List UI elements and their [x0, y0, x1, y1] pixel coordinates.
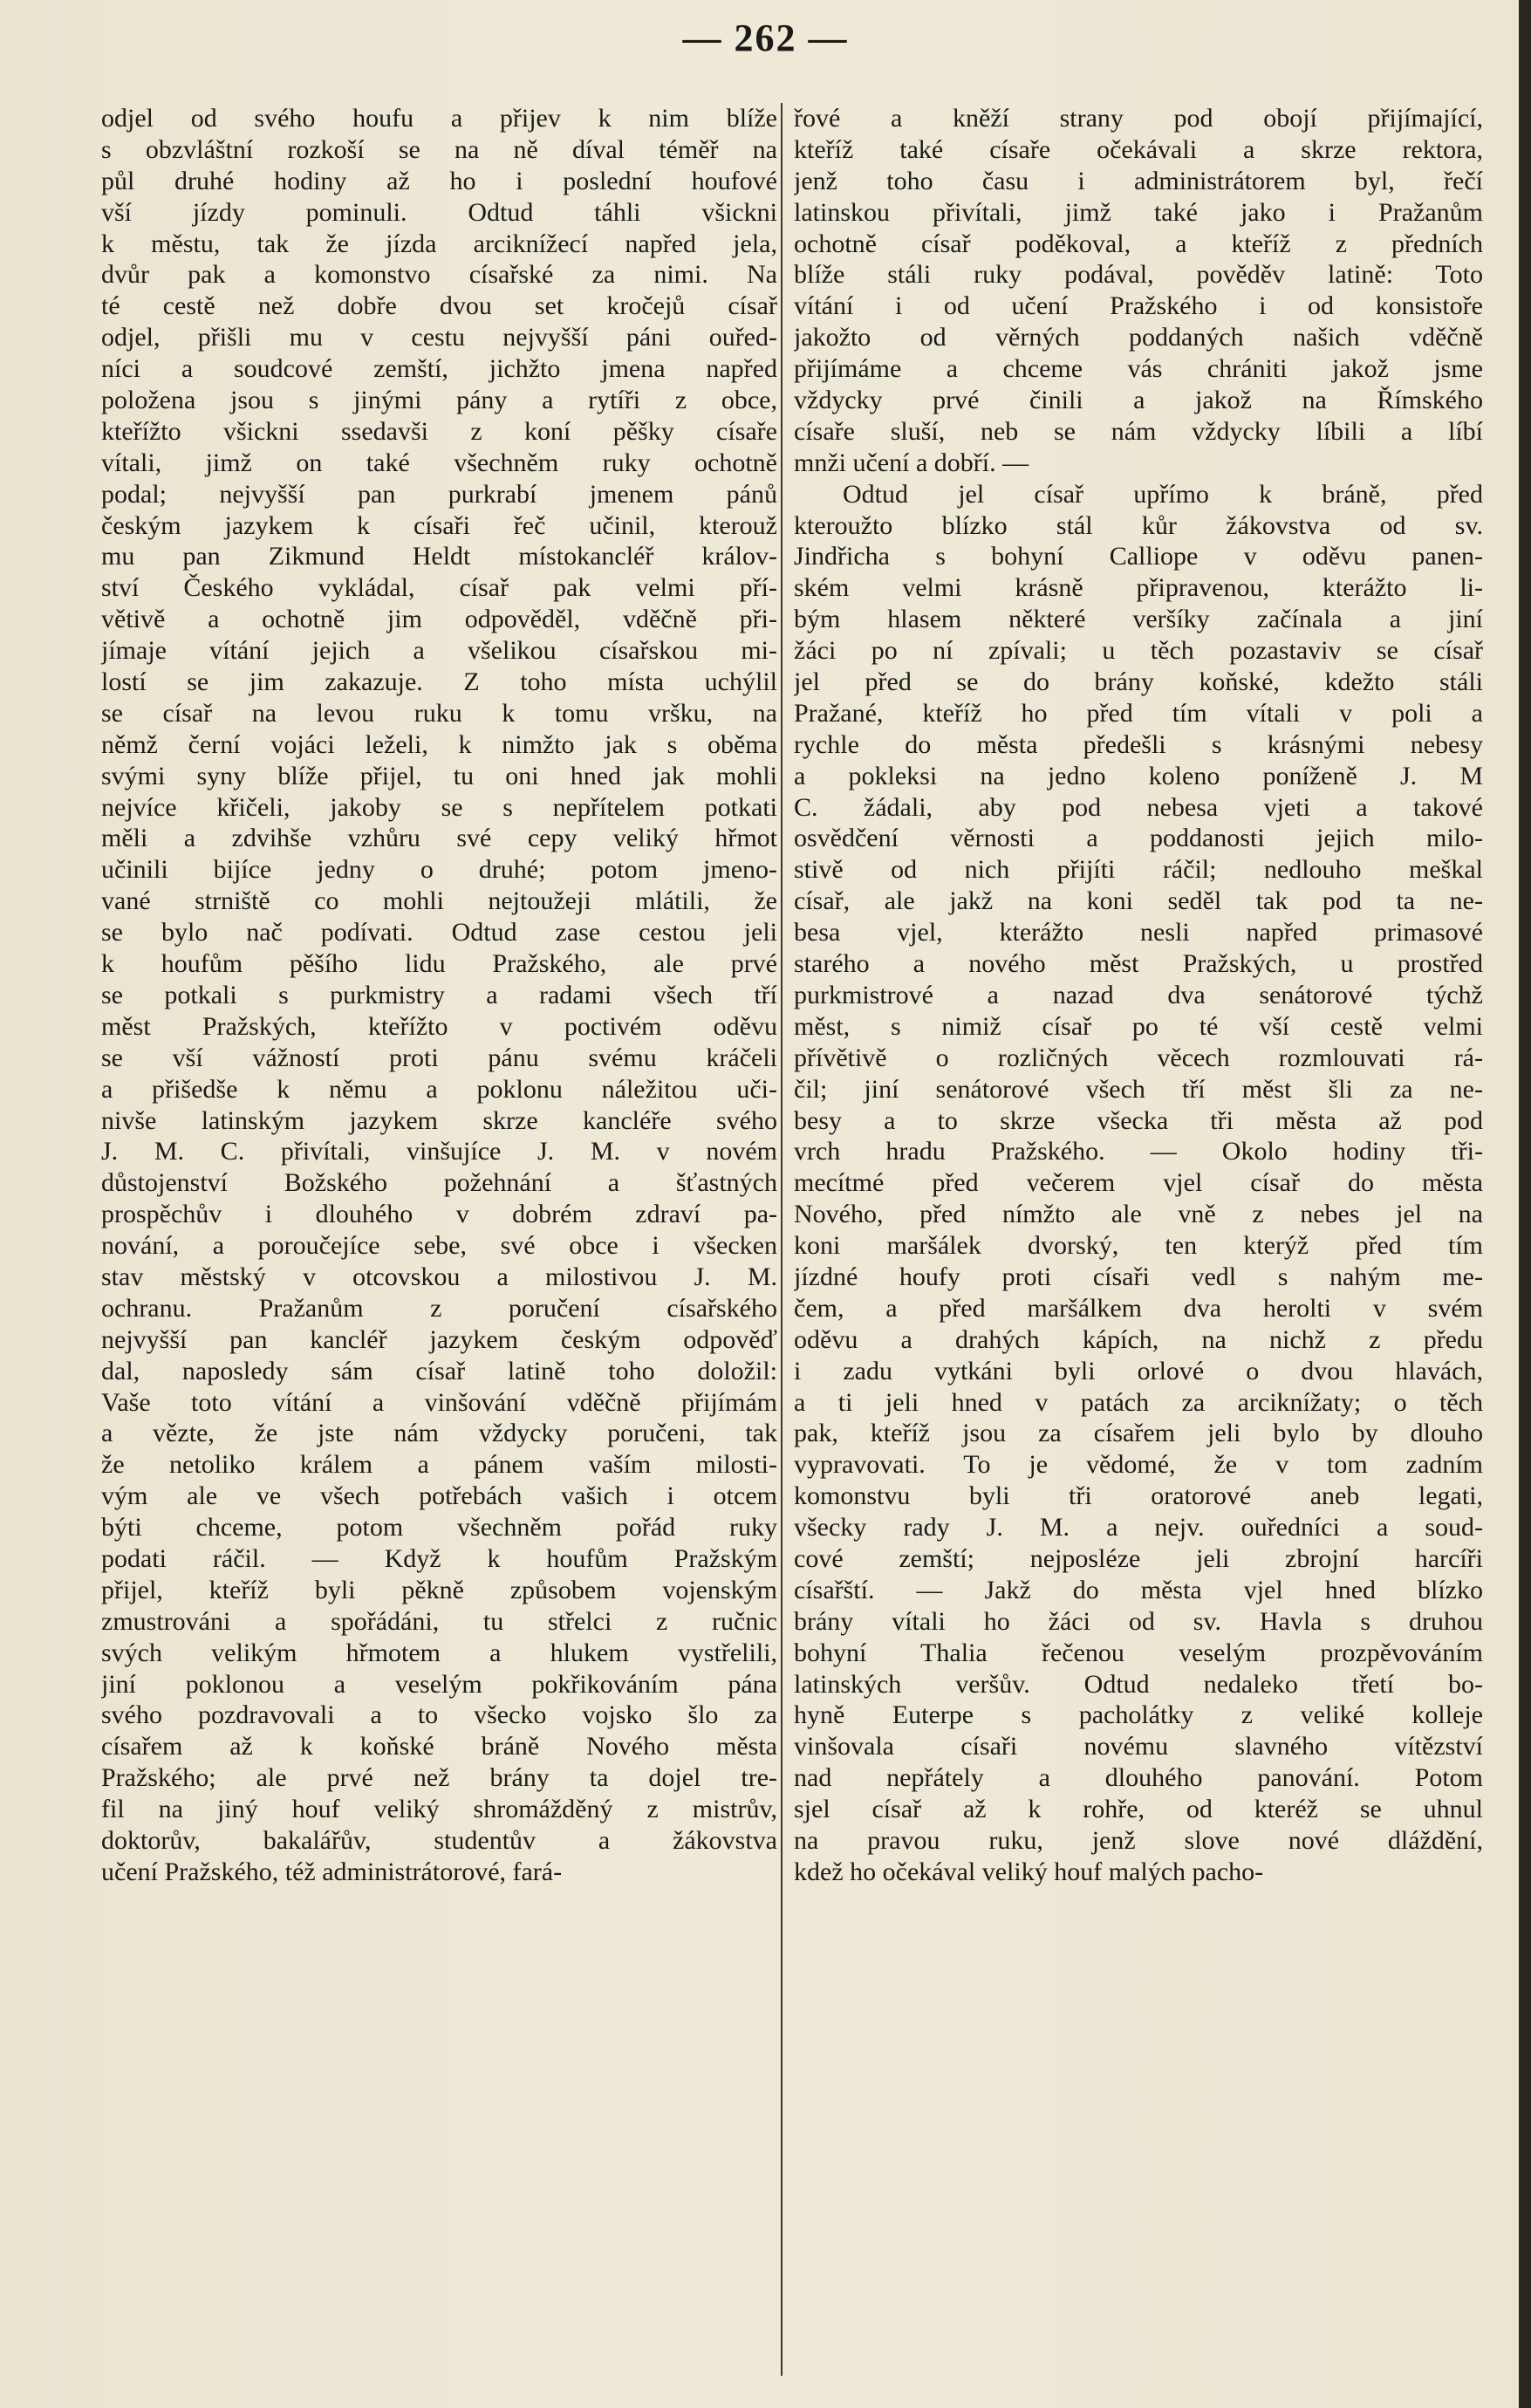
text-line: kteříž také císaře očekávali a skrze rektora,: [794, 134, 1483, 164]
text-line: ochotně císař poděkoval, a kteříž z předních: [794, 229, 1483, 258]
text-line: vypravovati. To je vědomé, že v tom zadním: [794, 1450, 1483, 1480]
text-line: vší jízdy pominuli. Odtud táhli všickni: [101, 197, 777, 227]
text-line: Jindřicha s bohyní Calliope v oděvu panen-: [794, 542, 1483, 571]
text-line: císaře sluší, neb se nám vždycky líbili a líbí: [794, 416, 1483, 446]
text-line: purkmistrové a nazad dva senátorové týchž: [794, 980, 1483, 1009]
text-line: Nového, před nímžto ale vně z nebes jel na: [794, 1200, 1483, 1229]
text-line: jakožto od věrných poddaných našich vděčně: [794, 323, 1483, 352]
text-line: vítání i od učení Pražského i od konsistoře: [794, 291, 1483, 321]
text-line: přijímáme a chceme vás chrániti jakož jsme: [794, 354, 1483, 384]
text-line: bohyní Thalia řečenou veselým prozpěvováním: [794, 1638, 1483, 1667]
text-line: vždycky prvé činili a jakož na Římského: [794, 386, 1483, 415]
text-line: položena jsou s jinými pány a rytíři z obce,: [101, 386, 777, 415]
text-line: té cestě než dobře dvou set kročejů císař: [101, 291, 777, 321]
text-line: osvědčení věrnosti a poddanosti jejich milo-: [794, 824, 1483, 853]
text-line: bým hlasem některé veršíky začínala a jiní: [794, 605, 1483, 634]
page-edge-shadow: [1519, 0, 1531, 2408]
text-line: ochranu. Pražanům z poručení císařského: [101, 1293, 777, 1323]
text-line: císař, ale jakž na koni seděl tak pod ta ne-: [794, 886, 1483, 916]
text-line: k houfům pěšího lidu Pražského, ale prvé: [101, 949, 777, 979]
right-column-text: [794, 103, 1483, 2389]
text-line: dvůr pak a komonstvo císařské za nimi. Na: [101, 260, 777, 290]
text-line: podati ráčil. — Když k houfům Pražským: [101, 1543, 777, 1573]
text-line: blíže stáli ruky podával, pověděv latině: Toto: [794, 260, 1483, 290]
text-line: prospěchův i dlouhého v dobrém zdraví pa-: [101, 1200, 777, 1229]
text-line: Vaše toto vítání a vinšování vděčně přijímám: [101, 1387, 777, 1417]
text-line: nejvíce křičeli, jakoby se s nepřítelem potkati: [101, 792, 777, 822]
text-line: učení Pražského, též administrátorové, fará-: [101, 1857, 563, 1886]
text-line: býti chceme, potom všechněm pořád ruky: [101, 1513, 777, 1543]
text-line: doktorův, bakalářův, studentův a žákovstva: [101, 1825, 777, 1855]
page-number: — 262 —: [682, 17, 849, 59]
text-line: sjel císař až k rohře, od kteréž se uhnul: [794, 1795, 1483, 1824]
text-line: a pokleksi na jedno koleno poníženě J. M: [794, 761, 1483, 790]
text-line: nivše latinským jazykem skrze kancléře svého: [101, 1105, 777, 1135]
text-line: ském velmi krásně připravenou, kterážto li-: [794, 573, 1483, 603]
text-line: oděvu a drahých kápích, na nichž z předu: [794, 1324, 1483, 1354]
text-line: odjel od svého houfu a přijev k nim blíže: [101, 104, 777, 133]
text-line: všecky rady J. M. a nejv. ouředníci a soud-: [794, 1513, 1483, 1543]
text-line: rychle do města předešli s krásnými nebesy: [794, 729, 1483, 759]
text-line: stivě od nich přijíti ráčil; nedlouho meškal: [794, 855, 1483, 885]
text-line: mnži učení a dobří. —: [794, 448, 1029, 477]
text-line: Odtud jel císař upřímo k bráně, před: [843, 479, 1483, 509]
text-line: lostí se jim zakazuje. Z toho místa uchýlil: [101, 667, 777, 697]
text-line: učinili bijíce jedny o druhé; potom jmeno-: [101, 855, 777, 885]
text-line: pak, kteříž jsou za císařem jeli bylo by dlouho: [794, 1419, 1483, 1448]
text-line: dal, naposledy sám císař latině toho doložil:: [101, 1356, 777, 1385]
text-line: větivě a ochotně jim odpověděl, vděčně při-: [101, 605, 777, 634]
text-line: J. M. C. přivítali, vinšujíce J. M. v novém: [101, 1137, 777, 1166]
text-line: přívětivě o rozličných věcech rozmlouvati rá-: [794, 1043, 1483, 1072]
text-line: se císař na levou ruku k tomu vršku, na: [101, 698, 777, 728]
text-line: mecítmé před večerem vjel císař do města: [794, 1168, 1483, 1198]
text-line: latinskou přivítali, jimž také jako i Pražanům: [794, 197, 1483, 227]
text-line: komonstvu byli tři oratorové aneb legati,: [794, 1481, 1483, 1511]
text-line: nejvyšší pan kancléř jazykem českým odpověď: [101, 1324, 777, 1354]
text-line: měst Pražských, kteřížto v poctivém oděvu: [101, 1011, 777, 1041]
text-line: cové zemští; nejposléze jeli zbrojní harcíři: [794, 1543, 1483, 1573]
text-line: a ti jeli hned v patách za arciknížaty; o těch: [794, 1387, 1483, 1417]
text-line: že netoliko králem a pánem vaším milosti-: [101, 1450, 777, 1480]
text-line: důstojenství Božského požehnání a šťastných: [101, 1168, 777, 1198]
text-line: kdež ho očekával veliký houf malých pacho-: [794, 1857, 1264, 1886]
text-line: vinšovala císaři novému slavného vítězství: [794, 1732, 1483, 1762]
text-line: se potkali s purkmistry a radami všech tří: [101, 980, 777, 1009]
text-line: s obzvláštní rozkoší se na ně díval téměř na: [101, 134, 777, 164]
text-line: císařští. — Jakž do města vjel hned blízko: [794, 1575, 1483, 1604]
text-line: českým jazykem k císaři řeč učinil, kterouž: [101, 510, 777, 540]
text-line: vítali, jimž on také všechněm ruky ochotně: [101, 448, 777, 477]
text-line: svými syny blíže přijel, tu oni hned jak mohli: [101, 761, 777, 790]
text-line: řové a kněží strany pod obojí přijímající,: [794, 104, 1483, 133]
text-line: ství Českého vykládal, císař pak velmi pří-: [101, 573, 777, 603]
text-line: svého pozdravovali a to všecko vojsko šlo za: [101, 1700, 777, 1730]
text-line: latinských veršův. Odtud nedaleko třetí bo-: [794, 1669, 1483, 1699]
text-line: svých velikým hřmotem a hlukem vystřelili,: [101, 1638, 777, 1667]
text-line: Pražané, kteříž ho před tím vítali v poli a: [794, 698, 1483, 728]
text-line: koni maršálek dvorský, ten kterýž před tím: [794, 1231, 1483, 1261]
text-line: jel před se do brány koňské, kdežto stáli: [794, 667, 1483, 697]
text-line: jízdné houfy proti císaři vedl s nahým me-: [794, 1262, 1483, 1291]
text-line: vým ale ve všech potřebách vašich i otcem: [101, 1481, 777, 1511]
text-line: kteroužto blízko stál kůr žákovstva od sv.: [794, 510, 1483, 540]
text-line: němž černí vojáci leželi, k nimžto jak s oběma: [101, 729, 777, 759]
text-line: měst, s nimiž císař po té vší cestě velmi: [794, 1011, 1483, 1041]
text-line: přijel, kteříž byli pěkně způsobem vojenským: [101, 1575, 777, 1604]
text-line: a vězte, že jste nám vždycky poručeni, tak: [101, 1419, 777, 1448]
text-line: vané strniště co mohli nejtoužeji mlátili, že: [101, 886, 777, 916]
text-line: besa vjel, kterážto nesli napřed primasové: [794, 918, 1483, 947]
text-line: nování, a poroučejíce sebe, své obce i všecken: [101, 1231, 777, 1261]
text-line: besy a to skrze všecka tři města až pod: [794, 1105, 1483, 1135]
text-line: jiní poklonou a veselým pokřikováním pána: [101, 1669, 777, 1699]
text-line: kteřížto všickni ssedavši z koní pěšky císaře: [101, 416, 777, 446]
text-line: podal; nejvyšší pan purkrabí jmenem pánů: [101, 479, 777, 509]
text-line: stav městský v otcovskou a milostivou J. M.: [101, 1262, 777, 1291]
text-line: k městu, tak že jízda arciknížecí napřed jela,: [101, 229, 777, 258]
text-line: měli a zdvihše vzhůru své cepy veliký hřmot: [101, 824, 777, 853]
text-line: níci a soudcové zemští, jichžto jmena napřed: [101, 354, 777, 384]
text-line: odjel, přišli mu v cestu nejvyšší páni ouřed-: [101, 323, 777, 352]
text-line: mu pan Zikmund Heldt místokancléř králov-: [101, 542, 777, 571]
text-line: vrch hradu Pražského. — Okolo hodiny tři-: [794, 1137, 1483, 1166]
text-line: jímaje vítání jejich a všelikou císařskou mi-: [101, 636, 777, 666]
column-divider: [781, 103, 783, 2376]
text-line: nad nepřátely a dlouhého panování. Potom: [794, 1763, 1483, 1793]
text-line: Pražského; ale prvé než brány ta dojel tre-: [101, 1763, 777, 1793]
text-line: fil na jiný houf veliký shromážděný z mistrův,: [101, 1795, 777, 1824]
text-line: žáci po ní zpívali; u těch pozastaviv se císař: [794, 636, 1483, 666]
left-column-text: [101, 103, 777, 2389]
text-line: císařem až k koňské bráně Nového města: [101, 1732, 777, 1762]
text-line: se vší vážností proti pánu svému kráčeli: [101, 1043, 777, 1072]
text-line: půl druhé hodiny až ho i poslední houfové: [101, 166, 777, 195]
text-line: zmustrováni a spořádáni, tu střelci z ručnic: [101, 1606, 777, 1636]
text-line: hyně Euterpe s pacholátky z veliké kolleje: [794, 1700, 1483, 1730]
text-line: starého a nového měst Pražských, u prostřed: [794, 949, 1483, 979]
text-line: jenž toho času i administrátorem byl, řečí: [794, 166, 1483, 195]
text-line: brány vítali ho žáci od sv. Havla s druhou: [794, 1606, 1483, 1636]
text-line: i zadu vytkáni byli orlové o dvou hlavách,: [794, 1356, 1483, 1385]
text-line: se bylo nač podívati. Odtud zase cestou jeli: [101, 918, 777, 947]
text-line: čem, a před maršálkem dva herolti v svém: [794, 1293, 1483, 1323]
text-line: čil; jiní senátorové všech tří měst šli za ne-: [794, 1074, 1483, 1104]
text-line: na pravou ruku, jenž slove nové dláždění,: [794, 1825, 1483, 1855]
text-line: C. žádali, aby pod nebesa vjeti a takové: [794, 792, 1483, 822]
text-line: a přišedše k němu a poklonu náležitou uči-: [101, 1074, 777, 1104]
